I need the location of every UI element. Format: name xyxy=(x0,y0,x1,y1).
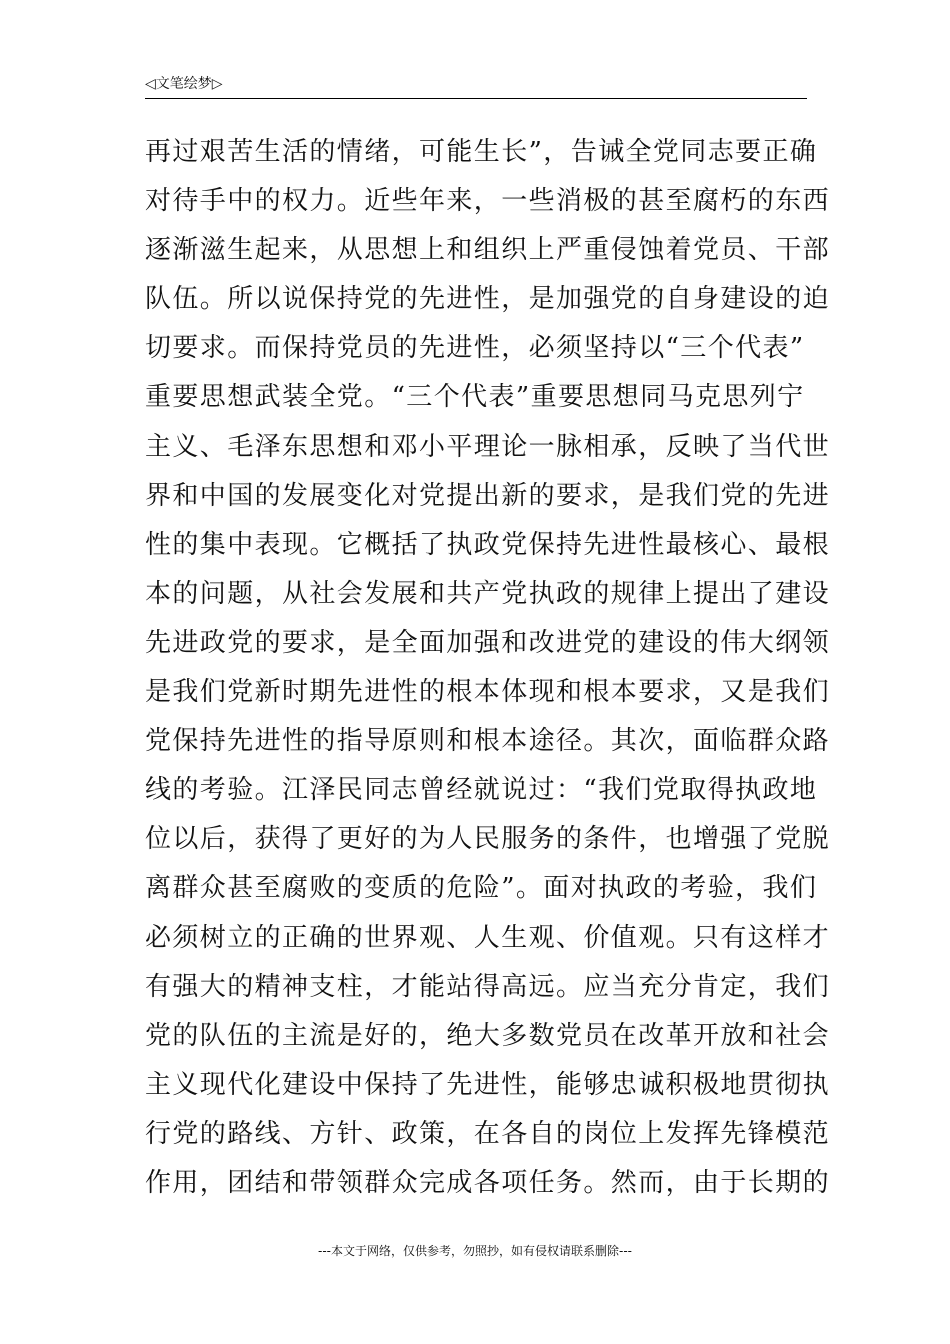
body-line: 有强大的精神支柱，才能站得高远。应当充分肯定，我们 xyxy=(145,971,831,1002)
page-footer: ---本文于网络，仅供参考，勿照抄，如有侵权请联系删除--- xyxy=(318,1244,632,1258)
body-line: 主义、毛泽东思想和邓小平理论一脉相承，反映了当代世 xyxy=(145,431,831,462)
body-line: 性的集中表现。它概括了执政党保持先进性最核心、最根 xyxy=(145,529,831,560)
body-line: 必须树立的正确的世界观、人生观、价值观。只有这样才 xyxy=(145,922,831,953)
body-line: 切要求。而保持党员的先进性，必须坚持以“三个代表” xyxy=(145,333,805,364)
body-line: 党的队伍的主流是好的，绝大多数党员在改革开放和社会 xyxy=(145,1020,831,1051)
header-title: ◁文笔绘梦▷ xyxy=(145,76,223,92)
body-line: 线的考验。江泽民同志曾经就说过：“我们党取得执政地 xyxy=(145,775,818,806)
page-header xyxy=(145,72,807,99)
body-line: 重要思想武装全党。“三个代表”重要思想同马克思列宁 xyxy=(145,382,805,413)
body-line: 作用，团结和带领群众完成各项任务。然而，由于长期的 xyxy=(145,1167,831,1198)
document-body xyxy=(145,128,831,1208)
body-line: 先进政党的要求，是全面加强和改进党的建设的伟大纲领 xyxy=(145,627,831,658)
body-line: 是我们党新时期先进性的根本体现和根本要求，又是我们 xyxy=(145,677,831,708)
body-line: 队伍。所以说保持党的先进性，是加强党的自身建设的迫 xyxy=(145,284,831,315)
body-line: 界和中国的发展变化对党提出新的要求，是我们党的先进 xyxy=(145,480,831,511)
body-line: 再过艰苦生活的情绪，可能生长”，告诫全党同志要正确 xyxy=(145,137,818,167)
body-line: 离群众甚至腐败的变质的危险”。面对执政的考验，我们 xyxy=(145,873,818,904)
body-line: 本的问题，从社会发展和共产党执政的规律上提出了建设 xyxy=(145,578,831,609)
body-line: 对待手中的权力。近些年来，一些消极的甚至腐朽的东西 xyxy=(145,186,831,217)
body-line: 行党的路线、方针、政策，在各自的岗位上发挥先锋模范 xyxy=(145,1118,831,1149)
body-line: 主义现代化建设中保持了先进性，能够忠诚积极地贯彻执 xyxy=(145,1069,831,1100)
body-line: 位以后，获得了更好的为人民服务的条件，也增强了党脱 xyxy=(145,824,831,855)
body-line: 逐渐滋生起来，从思想上和组织上严重侵蚀着党员、干部 xyxy=(145,235,831,266)
body-line: 党保持先进性的指导原则和根本途径。其次，面临群众路 xyxy=(145,726,831,757)
